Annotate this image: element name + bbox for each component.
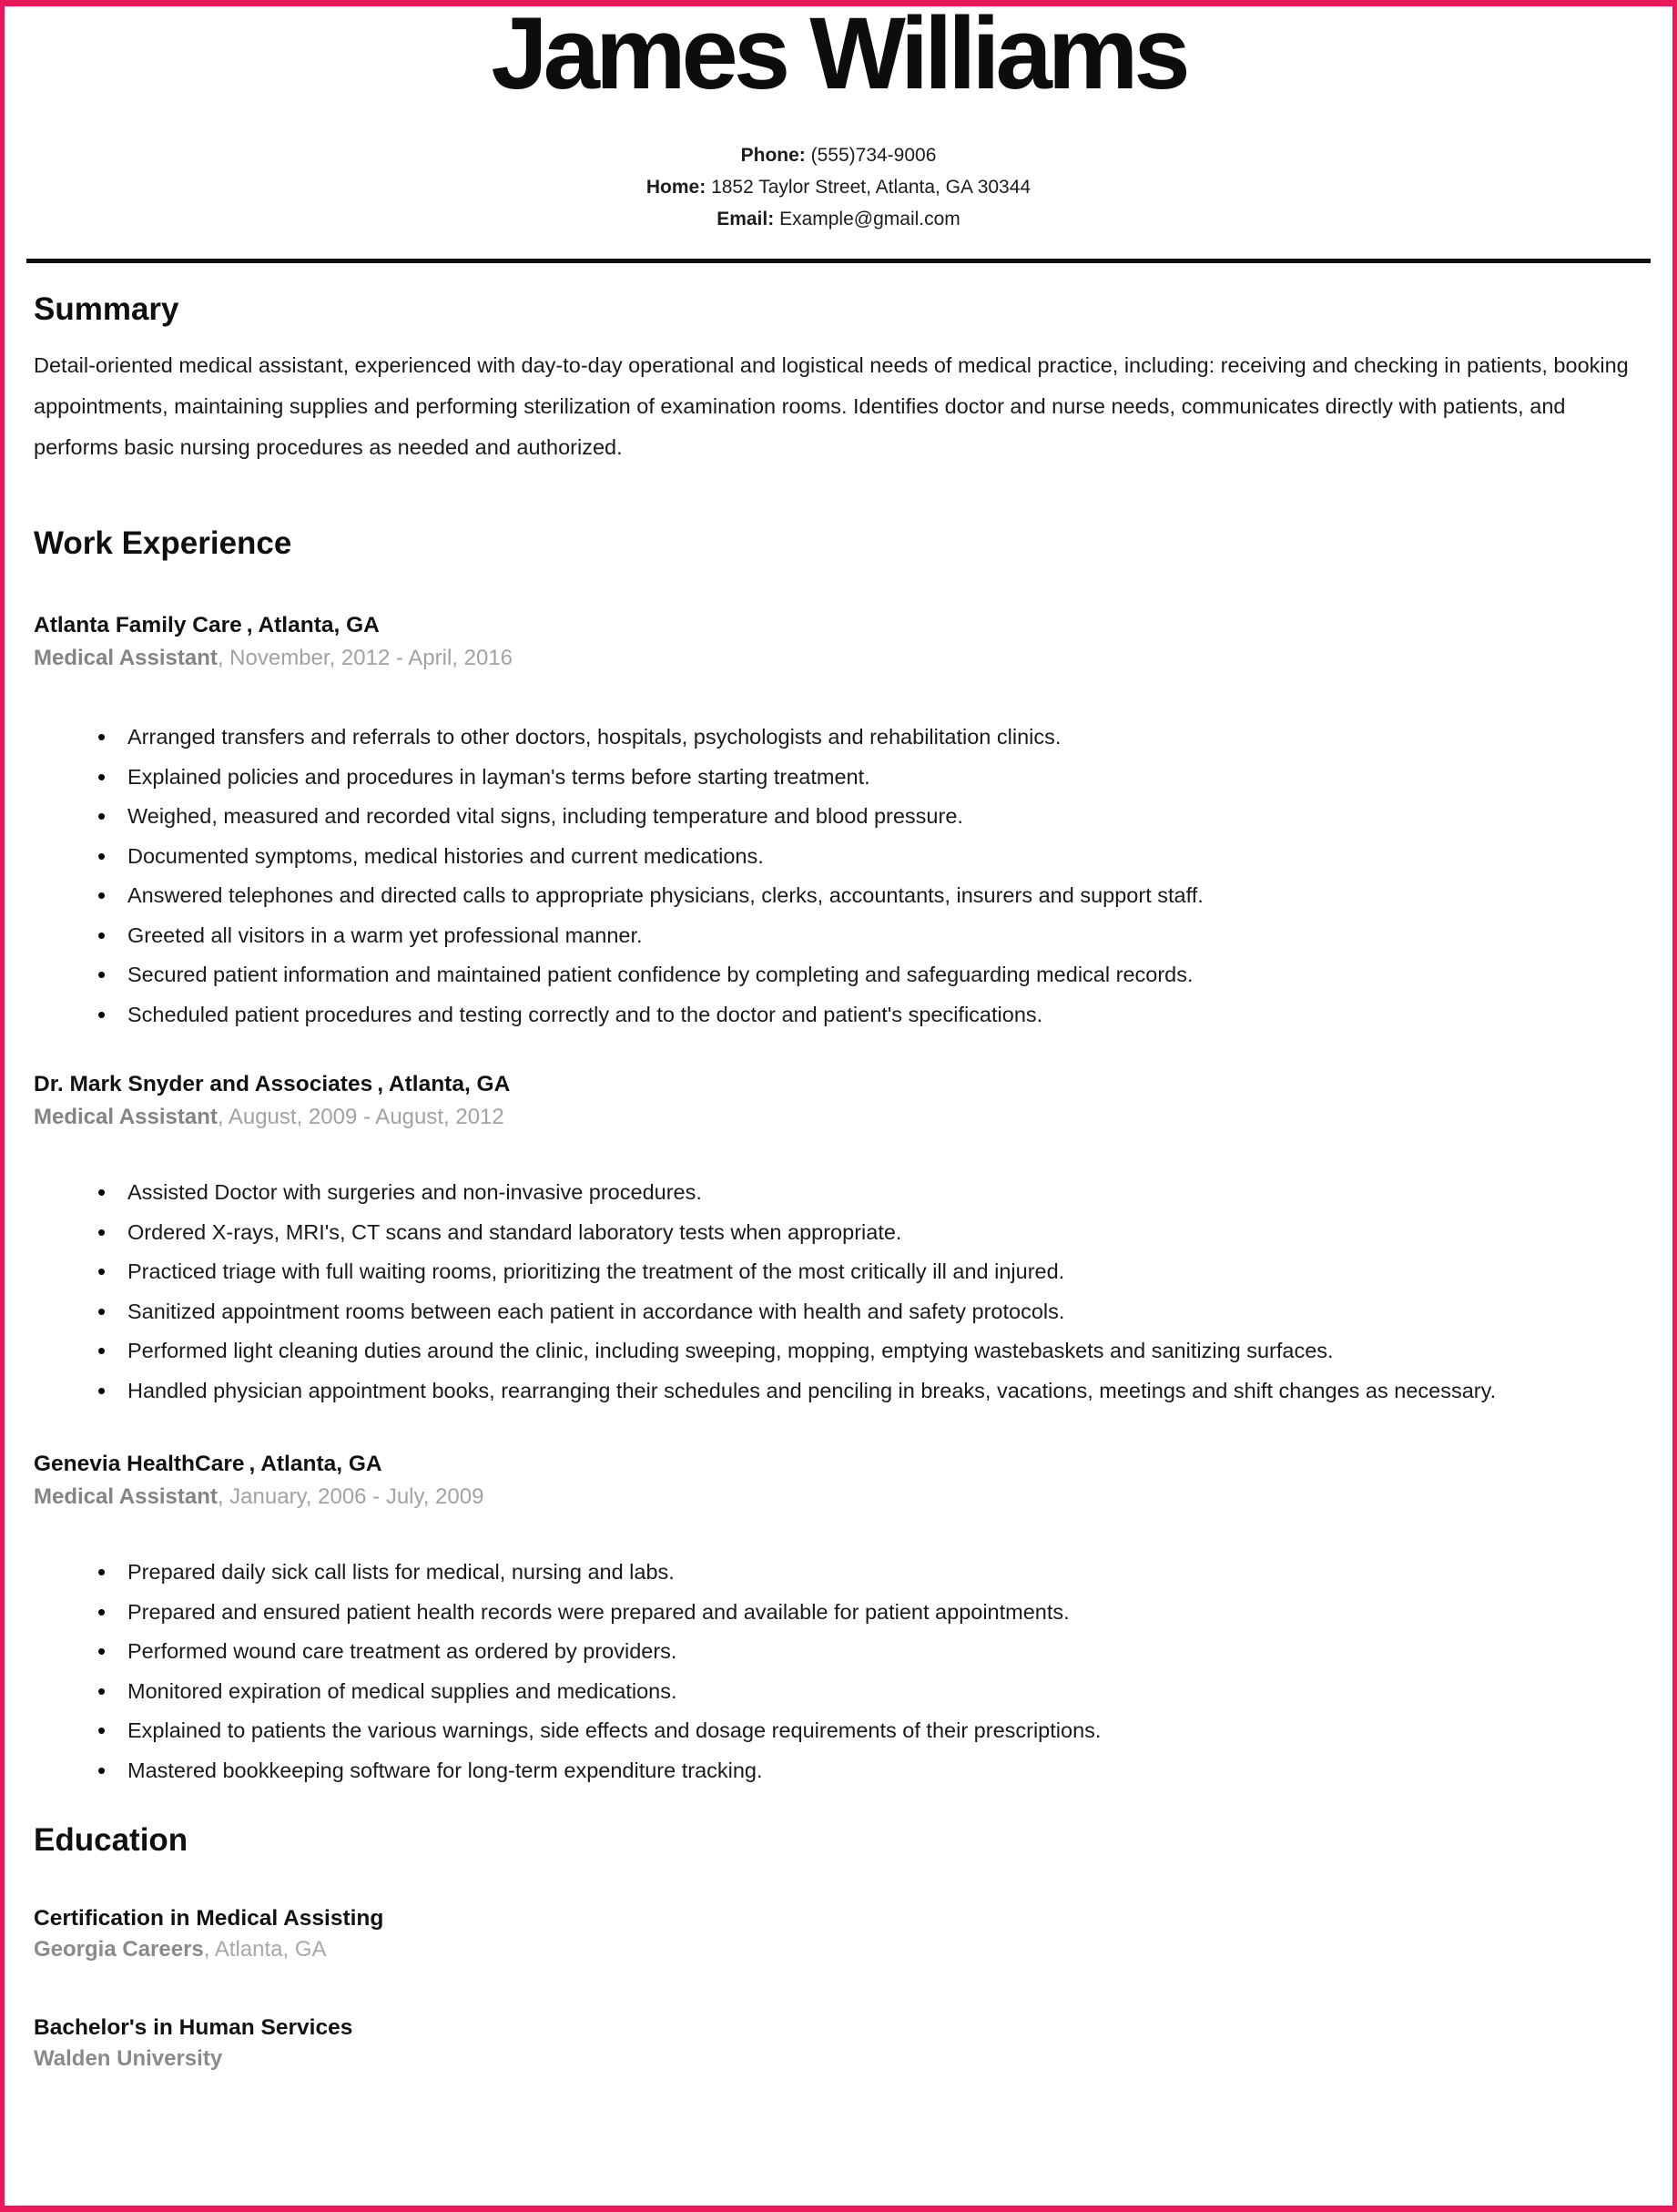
- job-dates: , November, 2012 - April, 2016: [217, 646, 513, 670]
- job-company-line: [34, 1451, 1643, 1478]
- duty-item: • Handled physician appointment books, rearranging their schedules and penciling in breaks, vacations, meetings and shift changes as necessary.: [127, 1371, 1643, 1412]
- job-location: , Atlanta, GA: [377, 1072, 511, 1096]
- contact-phone-value: (555)734-9006: [805, 145, 937, 166]
- education-heading: Education: [34, 1822, 188, 1858]
- summary-heading: Summary: [34, 291, 179, 327]
- contact-phone-label: Phone:: [740, 145, 806, 166]
- duty-item: • Assisted Doctor with surgeries and non-invasive procedures.: [127, 1173, 1643, 1213]
- job-title: Medical Assistant: [34, 1105, 218, 1129]
- resume-name: James Williams: [491, 0, 1186, 110]
- duty-item: • Explained policies and procedures in layman's terms before starting treatment.: [127, 758, 1643, 798]
- job-entry-dr-mark-snyder: [34, 1071, 1643, 1411]
- header-divider: [26, 259, 1651, 263]
- duty-item: • Mastered bookkeeping software for long-term expenditure tracking.: [127, 1751, 1643, 1791]
- job-company-line: [34, 1071, 1643, 1098]
- job-dates: , August, 2009 - August, 2012: [217, 1105, 504, 1129]
- education-location: , Atlanta, GA: [203, 1937, 327, 1962]
- duty-item: • Arranged transfers and referrals to other doctors, hospitals, psychologists and rehabilitation clinics.: [127, 718, 1643, 758]
- job-header: [34, 1071, 1643, 1131]
- education-school-line: [34, 1936, 1643, 1963]
- education-degree: Bachelor's in Human Services: [34, 2015, 353, 2040]
- duty-item: • Prepared and ensured patient health records were prepared and available for patient appointments.: [127, 1593, 1643, 1633]
- job-company: Dr. Mark Snyder and Associates: [34, 1072, 373, 1096]
- duty-item: • Explained to patients the various warnings, side effects and dosage requirements of their prescriptions.: [127, 1711, 1643, 1751]
- job-subline: [34, 1104, 1643, 1131]
- contact-home: [34, 171, 1643, 203]
- education-entry-certification: [34, 1905, 1643, 1963]
- job-duties-list: [34, 1553, 1643, 1790]
- education-school: Walden University: [34, 2046, 223, 2071]
- work-experience-heading: Work Experience: [34, 525, 292, 561]
- duty-item: • Secured patient information and maintained patient confidence by completing and safeguarding medical records.: [127, 955, 1643, 995]
- job-location: , Atlanta, GA: [249, 1452, 382, 1476]
- contact-email-label: Email:: [717, 209, 775, 229]
- duty-item: • Prepared daily sick call lists for medical, nursing and labs.: [127, 1553, 1643, 1593]
- job-duties-list: [34, 1173, 1643, 1411]
- job-location: , Atlanta, GA: [246, 613, 380, 637]
- duty-item: • Performed wound care treatment as ordered by providers.: [127, 1632, 1643, 1672]
- job-subline: [34, 645, 1643, 672]
- job-entry-atlanta-family-care: [34, 612, 1643, 1035]
- job-company: Atlanta Family Care: [34, 613, 242, 637]
- duty-item: • Monitored expiration of medical supplies and medications.: [127, 1672, 1643, 1712]
- duty-item: • Ordered X-rays, MRI's, CT scans and standard laboratory tests when appropriate.: [127, 1213, 1643, 1253]
- education-school-line: [34, 2045, 1643, 2073]
- duty-item: • Sanitized appointment rooms between each patient in accordance with health and safety protocols.: [127, 1292, 1643, 1332]
- job-header: [34, 612, 1643, 672]
- duty-item: • Greeted all visitors in a warm yet professional manner.: [127, 916, 1643, 956]
- duty-item: • Scheduled patient procedures and testing correctly and to the doctor and patient's specifications.: [127, 995, 1643, 1035]
- contact-email-value: Example@gmail.com: [774, 209, 960, 229]
- summary-text: Detail-oriented medical assistant, experienced with day-to-day operational and logistical needs of medical practice, including: receiving and checking in patients, booking appointments, maintaining supplies and performing sterilization of examination rooms. Identifies doctor and nurse needs, communicates directly with patients, and performs basic nursing procedures as needed and authorized.: [34, 353, 1629, 459]
- job-header: [34, 1451, 1643, 1511]
- contact-home-value: 1852 Taylor Street, Atlanta, GA 30344: [706, 177, 1032, 198]
- job-duties-list: [34, 718, 1643, 1035]
- contact-block: [34, 139, 1643, 235]
- job-entry-genevia-healthcare: [34, 1451, 1643, 1790]
- duty-item: • Performed light cleaning duties around the clinic, including sweeping, mopping, emptying wastebaskets and sanitizing surfaces.: [127, 1331, 1643, 1371]
- duty-item: • Answered telephones and directed calls to appropriate physicians, clerks, accountants, insurers and support staff.: [127, 876, 1643, 916]
- job-subline: [34, 1483, 1643, 1511]
- education-degree: Certification in Medical Assisting: [34, 1906, 384, 1931]
- job-title: Medical Assistant: [34, 646, 218, 670]
- education-entry-bachelors: [34, 2014, 1643, 2073]
- duty-item: • Practiced triage with full waiting rooms, prioritizing the treatment of the most critically ill and injured.: [127, 1252, 1643, 1292]
- duty-item: • Weighed, measured and recorded vital signs, including temperature and blood pressure.: [127, 797, 1643, 837]
- contact-phone: [34, 139, 1643, 171]
- job-title: Medical Assistant: [34, 1484, 218, 1509]
- job-company-line: [34, 612, 1643, 639]
- duty-item: • Documented symptoms, medical histories and current medications.: [127, 837, 1643, 877]
- job-dates: , January, 2006 - July, 2009: [217, 1484, 484, 1509]
- education-school: Georgia Careers: [34, 1937, 204, 1962]
- job-company: Genevia HealthCare: [34, 1452, 245, 1476]
- contact-email: [34, 203, 1643, 235]
- contact-home-label: Home:: [645, 177, 706, 198]
